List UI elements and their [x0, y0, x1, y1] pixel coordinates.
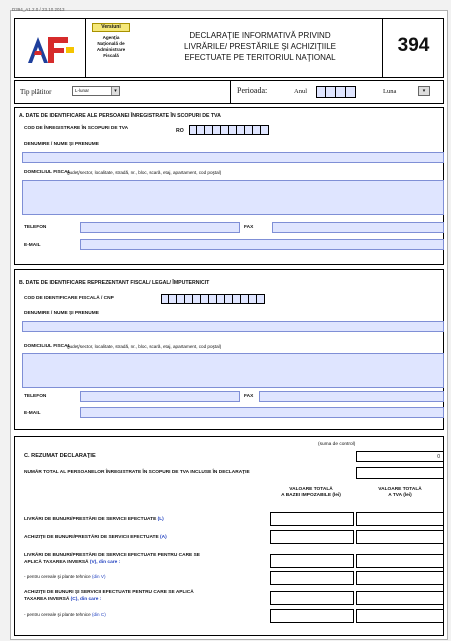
row-livrari-cereale-label: - pentru cereale şi plante tehnice (din V) [24, 574, 106, 579]
row-livrari-label: LIVRĂRI DE BUNURI/PRESTĂRI DE SERVICII EFECTUATE (L) [24, 517, 164, 522]
row-livrari-inversa-tva-input[interactable] [356, 554, 444, 568]
row-achizitii-cereale-label: - pentru cereale şi plante tehnice (din C) [24, 612, 106, 617]
section-b-fax-label: FAX [244, 394, 254, 399]
row-achizitii-inversa-tva-input[interactable] [356, 591, 444, 605]
row-livrari-tva-input[interactable] [356, 512, 444, 526]
row-livrari-inversa-label-2: APLICĂ TAXAREA INVERSĂ (V), din care : [24, 560, 121, 565]
chevron-down-icon: ▾ [419, 87, 429, 95]
control-sum-label: (suma de control) [318, 442, 356, 447]
section-a-email-label: E-MAIL [24, 243, 41, 248]
section-a-denumire-input[interactable] [22, 152, 444, 163]
section-a-domiciliu-input[interactable] [22, 180, 444, 215]
row-achizitii-cereale-base-input[interactable] [270, 609, 354, 623]
row-livrari-base-input[interactable] [270, 512, 354, 526]
col-base-header: VALOARE TOTALĂ A BAZEI IMPOZABILE (lei) [281, 487, 341, 498]
section-b-domiciliu-hint: (judeţ/sector, localitate, stradă, nr., bloc, scară, etaj, apartament, cod poştal) [67, 344, 222, 349]
section-b-cod-input[interactable] [161, 294, 265, 304]
luna-label: Luna [383, 88, 397, 95]
section-a-cod-label: COD DE ÎNREGISTRARE ÎN SCOPURI DE TVA [24, 126, 129, 131]
form-number: 394 [397, 35, 430, 56]
row-livrari-cereale-tva-input[interactable] [356, 571, 444, 585]
section-b-fax-input[interactable] [259, 391, 444, 402]
section-b-email-label: E-MAIL [24, 411, 41, 416]
section-b-title: B. DATE DE IDENTIFICARE REPREZENTANT FISCAL/ LEGAL/ ÎMPUTERNICIT [19, 280, 210, 286]
total-persons-input[interactable] [356, 467, 444, 479]
section-c-title: C. REZUMAT DECLARAŢIE [24, 453, 96, 459]
ro-prefix: RO [176, 128, 184, 134]
section-a-fax-label: FAX [244, 225, 254, 230]
anul-label: Anul [294, 88, 307, 95]
section-b-domiciliu-input[interactable] [22, 353, 444, 388]
row-achizitii-inversa-label-2: TAXAREA INVERSĂ (C), din care : [24, 597, 102, 602]
section-a-domiciliu-label: DOMICILIUL FISCAL [24, 170, 71, 175]
col-tva-header: VALOARE TOTALĂ A TVA (lei) [378, 487, 422, 498]
row-livrari-inversa-base-input[interactable] [270, 554, 354, 568]
section-a-telefon-input[interactable] [80, 222, 240, 233]
section-a-telefon-label: TELEFON [24, 225, 47, 230]
form-title: DECLARAŢIE INFORMATIVĂ PRIVIND LIVRĂRILE/ PRESTĂRILE ŞI ACHIZIŢIILE EFECTUATE PE TERITORIUL NAŢIONAL [183, 31, 337, 62]
chevron-down-icon: ▾ [111, 87, 119, 95]
section-b-domiciliu-label: DOMICILIUL FISCAL [24, 344, 71, 349]
section-b-telefon-input[interactable] [80, 391, 240, 402]
row-achizitii-cereale-tva-input[interactable] [356, 609, 444, 623]
section-b-denumire-input[interactable] [22, 321, 444, 332]
section-a-email-input[interactable] [80, 239, 444, 250]
anul-input[interactable] [316, 86, 356, 98]
section-b-telefon-label: TELEFON [24, 394, 47, 399]
total-persons-label: NUMĂR TOTAL AL PERSOANELOR ÎNREGISTRATE ÎN SCOPURI DE TVA INCLUSE ÎN DECLARAŢIE [24, 470, 250, 475]
doc-code: D394_A1.2.0 / 23.10.2013 [12, 7, 65, 12]
section-a-domiciliu-hint: (judeţ/sector, localitate, stradă, nr., bloc, scară, etaj, apartament, cod poştal) [67, 170, 222, 175]
row-achizitii-tva-input[interactable] [356, 530, 444, 544]
section-b-email-input[interactable] [80, 407, 444, 418]
perioada-label: Perioada: [237, 86, 268, 95]
row-livrari-cereale-base-input[interactable] [270, 571, 354, 585]
luna-select[interactable] [418, 86, 430, 96]
row-achizitii-base-input[interactable] [270, 530, 354, 544]
tip-platitor-select[interactable]: L-lunar ▾ [72, 86, 120, 96]
section-a-cod-input[interactable] [189, 125, 269, 135]
versiuni-button[interactable]: Versiuni [92, 23, 130, 32]
row-achizitii-inversa-label: ACHIZIŢII DE BUNURI ŞI SERVICII EFECTUATE PENTRU CARE SE APLICĂ [24, 590, 194, 595]
section-b-cod-label: COD DE IDENTIFICARE FISCALĂ / CNP [24, 296, 114, 301]
control-sum-input[interactable]: 0 [356, 451, 444, 462]
anaf-logo-icon [26, 33, 78, 65]
agency-name: Agenţia Naţională de Administrare Fiscală [96, 35, 126, 58]
row-livrari-inversa-label: LIVRĂRI DE BUNURI/PRESTĂRI DE SERVICII EFECTUATE PENTRU CARE SE [24, 553, 200, 558]
section-a-fax-input[interactable] [272, 222, 444, 233]
tip-platitor-label: Tip plătitor [20, 88, 52, 96]
section-b-denumire-label: DENUMIRE / NUME ŞI PRENUME [24, 311, 99, 316]
section-a-denumire-label: DENUMIRE / NUME ŞI PRENUME [24, 142, 99, 147]
row-achizitii-inversa-base-input[interactable] [270, 591, 354, 605]
row-achizitii-label: ACHIZIŢII DE BUNURI/PRESTĂRI DE SERVICII EFECTUATE (A) [24, 535, 167, 540]
section-a-title: A. DATE DE IDENTIFICARE ALE PERSOANEI ÎNREGISTRATE ÎN SCOPURI DE TVA [19, 113, 221, 119]
